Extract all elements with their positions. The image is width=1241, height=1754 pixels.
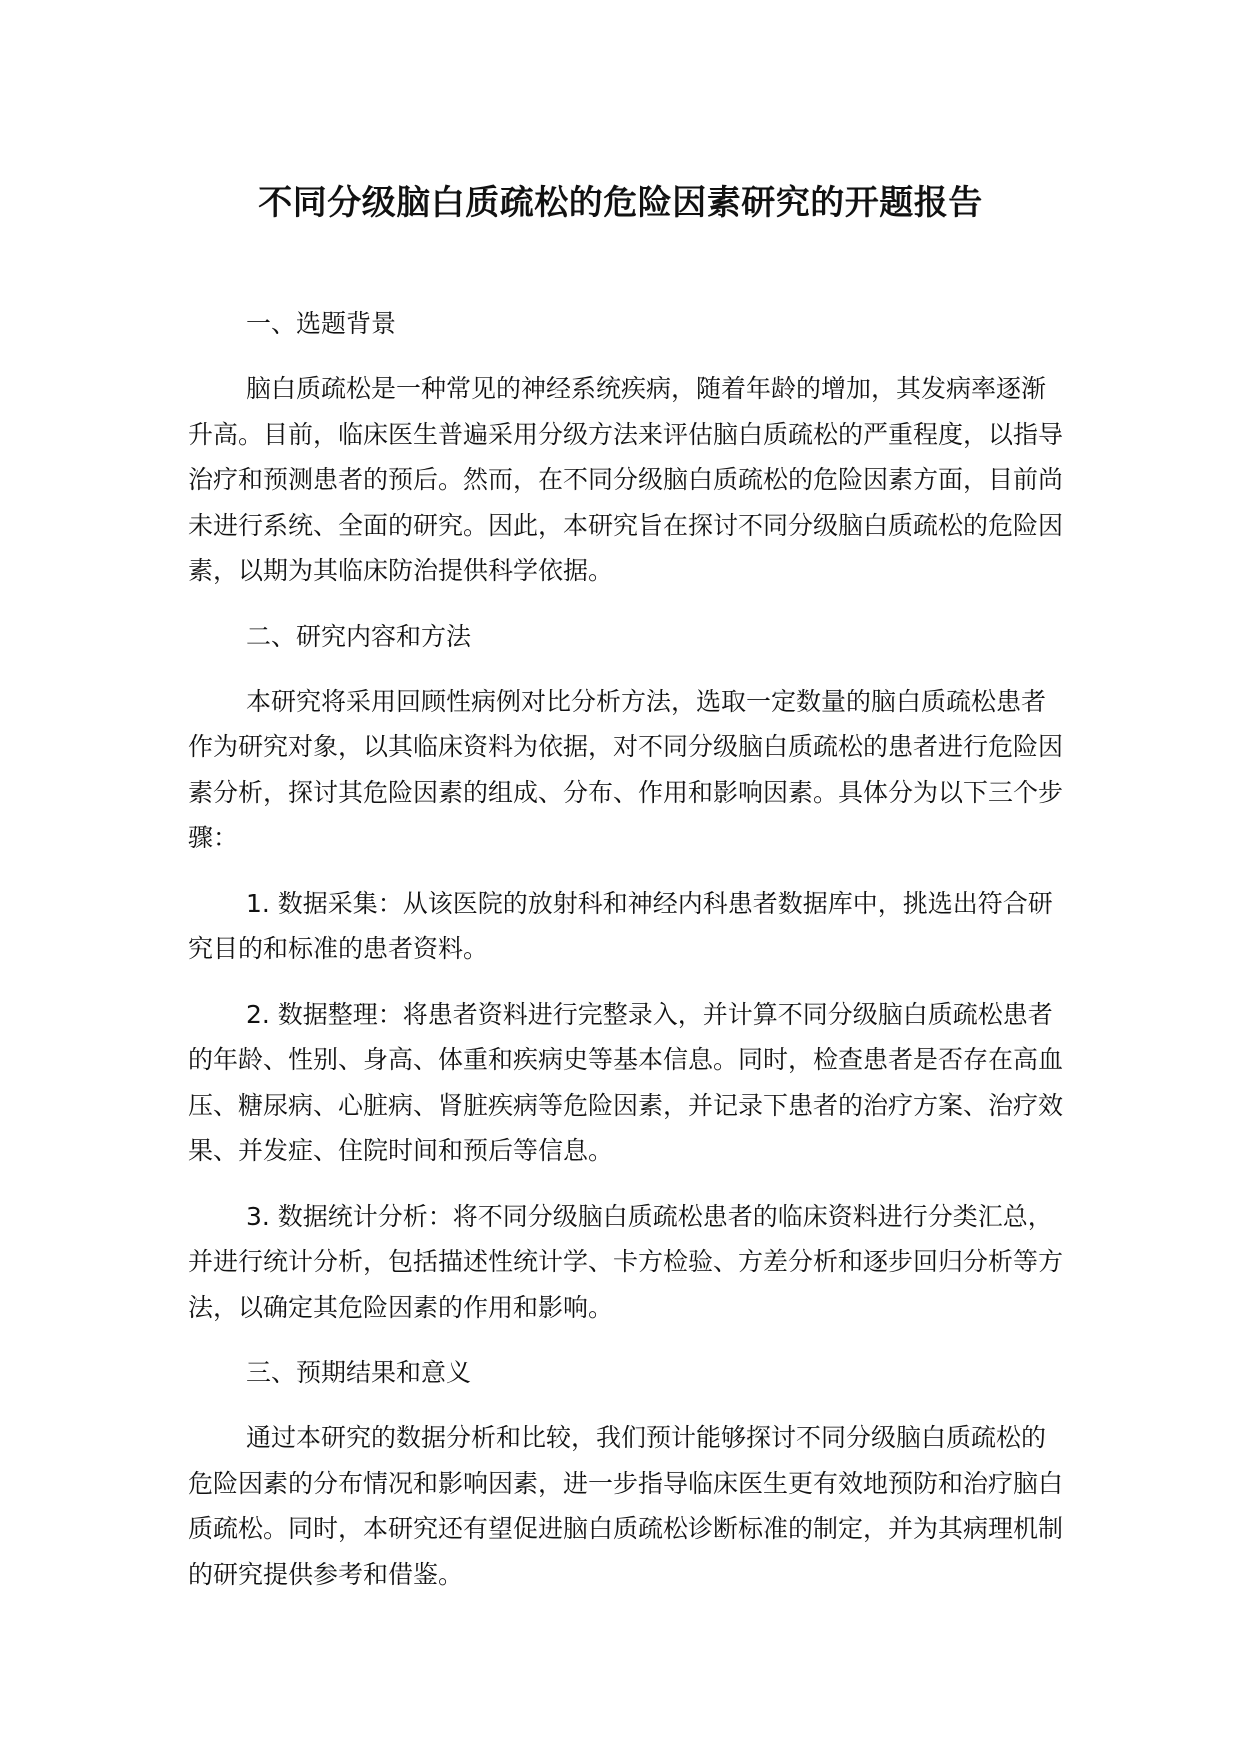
section-heading: 三、预期结果和意义 <box>246 1358 472 1387</box>
list-item-step-3: 3. 数据统计分析：将不同分级脑白质疏松患者的临床资料进行分类汇总，并进行统计分析，包括描述性统计学、卡方检验、方差分析和逐步回归分析等方法，以确定其危险因素的作用和影响。 <box>188 1201 1064 1322</box>
list-item-step-2: 2. 数据整理：将患者资料进行完整录入，并计算不同分级脑白质疏松患者的年龄、性别、身高、体重和疾病史等基本信息。同时，检查患者是否存在高血压、糖尿病、心脏病、肾脏疾病等危险因素，并记录下患者的治疗方案、治疗效果、并发症、住院时间和预后等信息。 <box>188 999 1064 1165</box>
document-body <box>188 301 1068 1597</box>
section-background <box>188 301 1068 594</box>
section-expected-results <box>188 1350 1068 1597</box>
paragraph: 本研究将采用回顾性病例对比分析方法，选取一定数量的脑白质疏松患者作为研究对象，以其临床资料为依据，对不同分级脑白质疏松的患者进行危险因素分析，探讨其危险因素的组成、分布、作用和影响因素。具体分为以下三个步骤： <box>188 686 1064 852</box>
list-item-step-1: 1. 数据采集：从该医院的放射科和神经内科患者数据库中，挑选出符合研究目的和标准的患者资料。 <box>188 888 1053 963</box>
paragraph: 脑白质疏松是一种常见的神经系统疾病，随着年龄的增加，其发病率逐渐升高。目前，临床医生普遍采用分级方法来评估脑白质疏松的严重程度，以指导治疗和预测患者的预后。然而，在不同分级脑白质疏松的危险因素方面，目前尚未进行系统、全面的研究。因此，本研究旨在探讨不同分级脑白质疏松的危险因素，以期为其临床防治提供科学依据。 <box>188 374 1064 585</box>
section-content-methods <box>188 614 1068 1331</box>
section-heading: 一、选题背景 <box>246 309 397 338</box>
section-heading: 二、研究内容和方法 <box>246 621 472 651</box>
document-title: 不同分级脑白质疏松的危险因素研究的开题报告 <box>258 183 983 223</box>
paragraph: 通过本研究的数据分析和比较，我们预计能够探讨不同分级脑白质疏松的危险因素的分布情况和影响因素，进一步指导临床医生更有效地预防和治疗脑白质疏松。同时，本研究还有望促进脑白质疏松诊断标准的制定，并为其病理机制的研究提供参考和借鉴。 <box>188 1423 1064 1589</box>
